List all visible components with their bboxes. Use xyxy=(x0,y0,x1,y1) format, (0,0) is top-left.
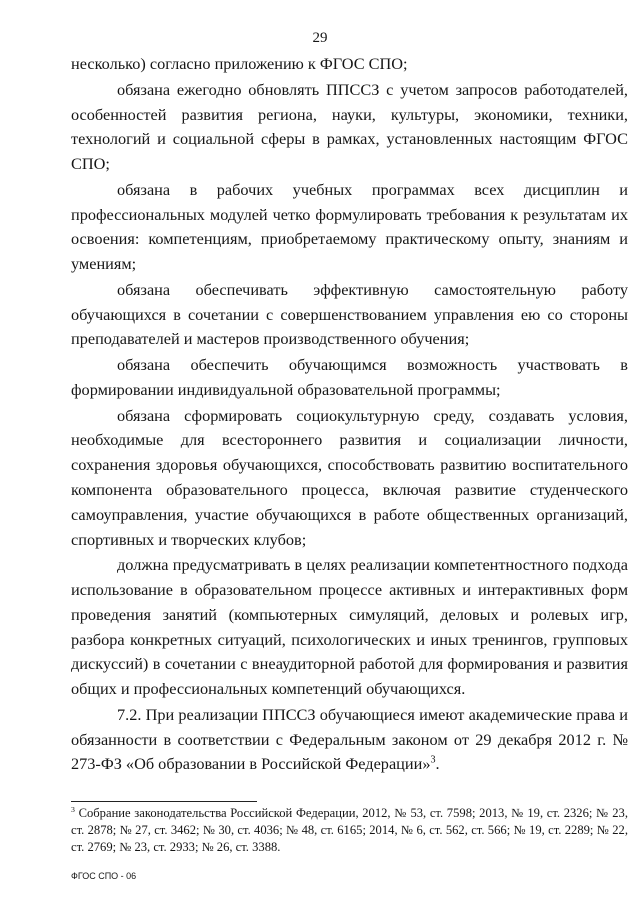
paragraph xyxy=(71,178,628,277)
footnote-marker: 3 xyxy=(71,804,75,814)
footnote-divider xyxy=(71,801,257,802)
paragraph-text: 7.2. При реализации ППССЗ обучающиеся имеют академические права и обязанности в соответствии с Федеральным законом от 29 декабря 2012 г. № 273-ФЗ «Об образовании в Российской Федерации» xyxy=(71,704,628,774)
body-text xyxy=(71,52,628,777)
paragraph-text: обязана в рабочих учебных программах всех дисциплин и профессиональных модулей четко формулировать требования к результатам их освоения: компетенциям, приобретаемому практическому опыту, знаниям и умениям; xyxy=(71,179,628,274)
paragraph xyxy=(71,52,628,77)
paragraph xyxy=(71,404,628,553)
paragraph-text: несколько) согласно приложению к ФГОС СПО; xyxy=(71,54,408,73)
paragraph-text: обязана ежегодно обновлять ППССЗ с учетом запросов работодателей, особенностей развития региона, науки, культуры, экономики, техники, технологий и социальной сферы в рамках, установленных настоящим ФГОС СПО; xyxy=(71,79,628,174)
paragraph-section-7-2: 7.2. При реализации ППССЗ обучающиеся имеют академические права и обязанности в соответствии с Федеральным законом от 29 декабря 2012 г. № 273-ФЗ «Об образовании в Российской Федерации»$^3$. xyxy=(71,704,628,774)
paragraph-text: обязана сформировать социокультурную среду, создавать условия, необходимые для всестороннего развития и социализации личности, сохранения здоровья обучающихся, способствовать развитию воспитательного компонента образовательного процесса, включая развитие студенческого самоуправления, участие обучающихся в работе общественных организаций, спортивных и творческих клубов; xyxy=(71,405,628,549)
paragraph-text: должна предусматривать в целях реализации компетентностного подхода использование в образовательном процессе активных и интерактивных форм проведения занятий (компьютерных симуляций, деловых и ролевых игр, разбора конкретных ситуаций, психологических и иных тренингов, групповых дискуссий) в сочетании с внеаудиторной работой для формирования и развития общих и профессиональных компетенций обучающихся. xyxy=(71,555,628,699)
paragraph xyxy=(71,278,628,352)
paragraph xyxy=(71,78,628,177)
paragraph xyxy=(71,553,628,702)
footnote-reference: 3 xyxy=(430,755,436,767)
paragraph-text: обязана обеспечивать эффективную самостоятельную работу обучающихся в сочетании с совершенствованием управления ею со стороны преподавателей и мастеров производственного обучения; xyxy=(71,279,628,349)
footnote xyxy=(71,805,628,856)
paragraph xyxy=(71,353,628,403)
page-number: 29 xyxy=(312,30,328,46)
footnote-text: Собрание законодательства Российской Федерации, 2012, № 53, ст. 7598; 2013, № 19, ст. 2326; № 23, ст. 2878; № 27, ст. 3462; № 30, ст. 4036; № 48, ст. 6165; 2014, № 6, ст. 562, ст. 566; № 19, ст. 2289; № 22, ст. 2769; № 23, ст. 2933; № 26, ст. 3388. xyxy=(71,806,628,854)
paragraph-text: обязана обеспечить обучающимся возможность участвовать в формировании индивидуальной образовательной программы; xyxy=(71,355,628,399)
document-code: ФГОС СПО - 06 xyxy=(71,871,137,881)
